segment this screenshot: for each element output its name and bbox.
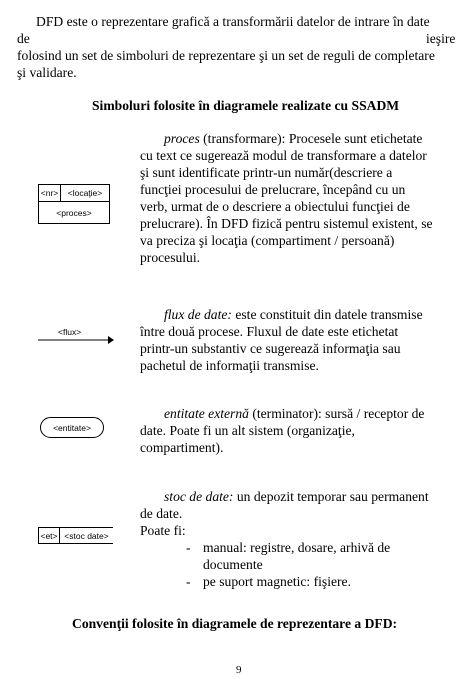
flux-line-1 [164,306,423,323]
proces-locatie-label: <locaţie> [67,188,103,198]
proces-line-4: funcţiei procesului de prelucrare, începând cu un [140,182,406,197]
intro-line-2-left: de [17,31,30,46]
proces-line-1 [164,130,422,147]
entitate-line-1-rest: (terminator): sursă / receptor de [248,406,425,421]
proces-symbol [38,184,110,224]
stoc-bullet-text-1: manual: registre, dosare, arhivă de [203,540,391,555]
proces-nr-label: <nr> [39,185,61,201]
flux-label: <flux> [58,327,82,337]
stoc-term: stoc de date: [164,489,234,504]
entitate-line-3: compartiment). [140,440,224,455]
proces-line-7: va preciza şi locaţia (compartiment / persoană) [140,233,395,248]
stoc-line-2: de date. [140,506,183,521]
proces-line-1-rest: (transformare): Procesele sunt etichetate [199,131,423,146]
intro-line-4: şi validare. [17,65,77,80]
entitate-line-1 [164,405,424,422]
entitate-term: entitate externă [164,406,249,421]
stoc-symbol [38,527,113,544]
heading-conventions: Convenţii folosite în diagramele de reprezentare a DFD: [72,616,398,631]
stoc-name-label: <stoc date> [64,530,109,541]
heading-symbols: Simboluri folosite în diagramele realizate cu SSADM [92,98,400,113]
proces-term: proces [164,131,200,146]
flux-line-2: între două procese. Fluxul de date este etichetat [140,324,399,339]
stoc-bullet-text-2: documente [203,557,263,572]
flux-term: flux de date: [164,307,232,322]
stoc-bullet-text-3: pe suport magnetic: fişiere. [203,574,351,589]
proces-symbol-header [39,185,109,202]
stoc-bullet-dash-3: - [186,574,191,589]
entitate-symbol: <entitate> [40,417,104,438]
proces-name-label: <proces> [56,207,92,218]
proces-line-8: procesului. [140,250,201,265]
stoc-bullet-dash-1: - [186,540,191,555]
flux-line-3: printr-un substantiv ce sugerează informaţia sau [140,341,401,356]
intro-line-2-right: ieşire [426,31,456,46]
proces-line-6: prelucrare). În DFD fizică pentru sistemul existent, se [140,216,433,231]
flux-line-1-rest: este constituit din datele transmise [231,307,423,322]
intro-line-3: folosind un set de simboluri de reprezentare şi un set de reguli de completare [17,48,435,63]
stoc-line-1-rest: un depozit temporar sau permanent [233,489,429,504]
flux-line-4: pachetul de informaţii transmise. [140,358,319,373]
proces-line-5: verb, urmat de o descriere a obiectului funcţiei de [140,199,410,214]
entitate-line-2: date. Poate fi un alt sistem (organizaţie, [140,423,355,438]
intro-line-1: DFD este o reprezentare grafică a transformării datelor de intrare în date [36,14,430,29]
flux-arrow-icon [38,334,114,346]
proces-line-3: şi sunt identificate printr-un număr(descriere a [140,165,393,180]
stoc-line-3: Poate fi: [140,523,186,538]
proces-line-2: cu text ce sugerează modul de transformare a datelor [140,148,427,163]
stoc-line-1 [164,488,429,505]
stoc-et-label: <et> [39,528,60,543]
page-number: 9 [236,664,242,676]
